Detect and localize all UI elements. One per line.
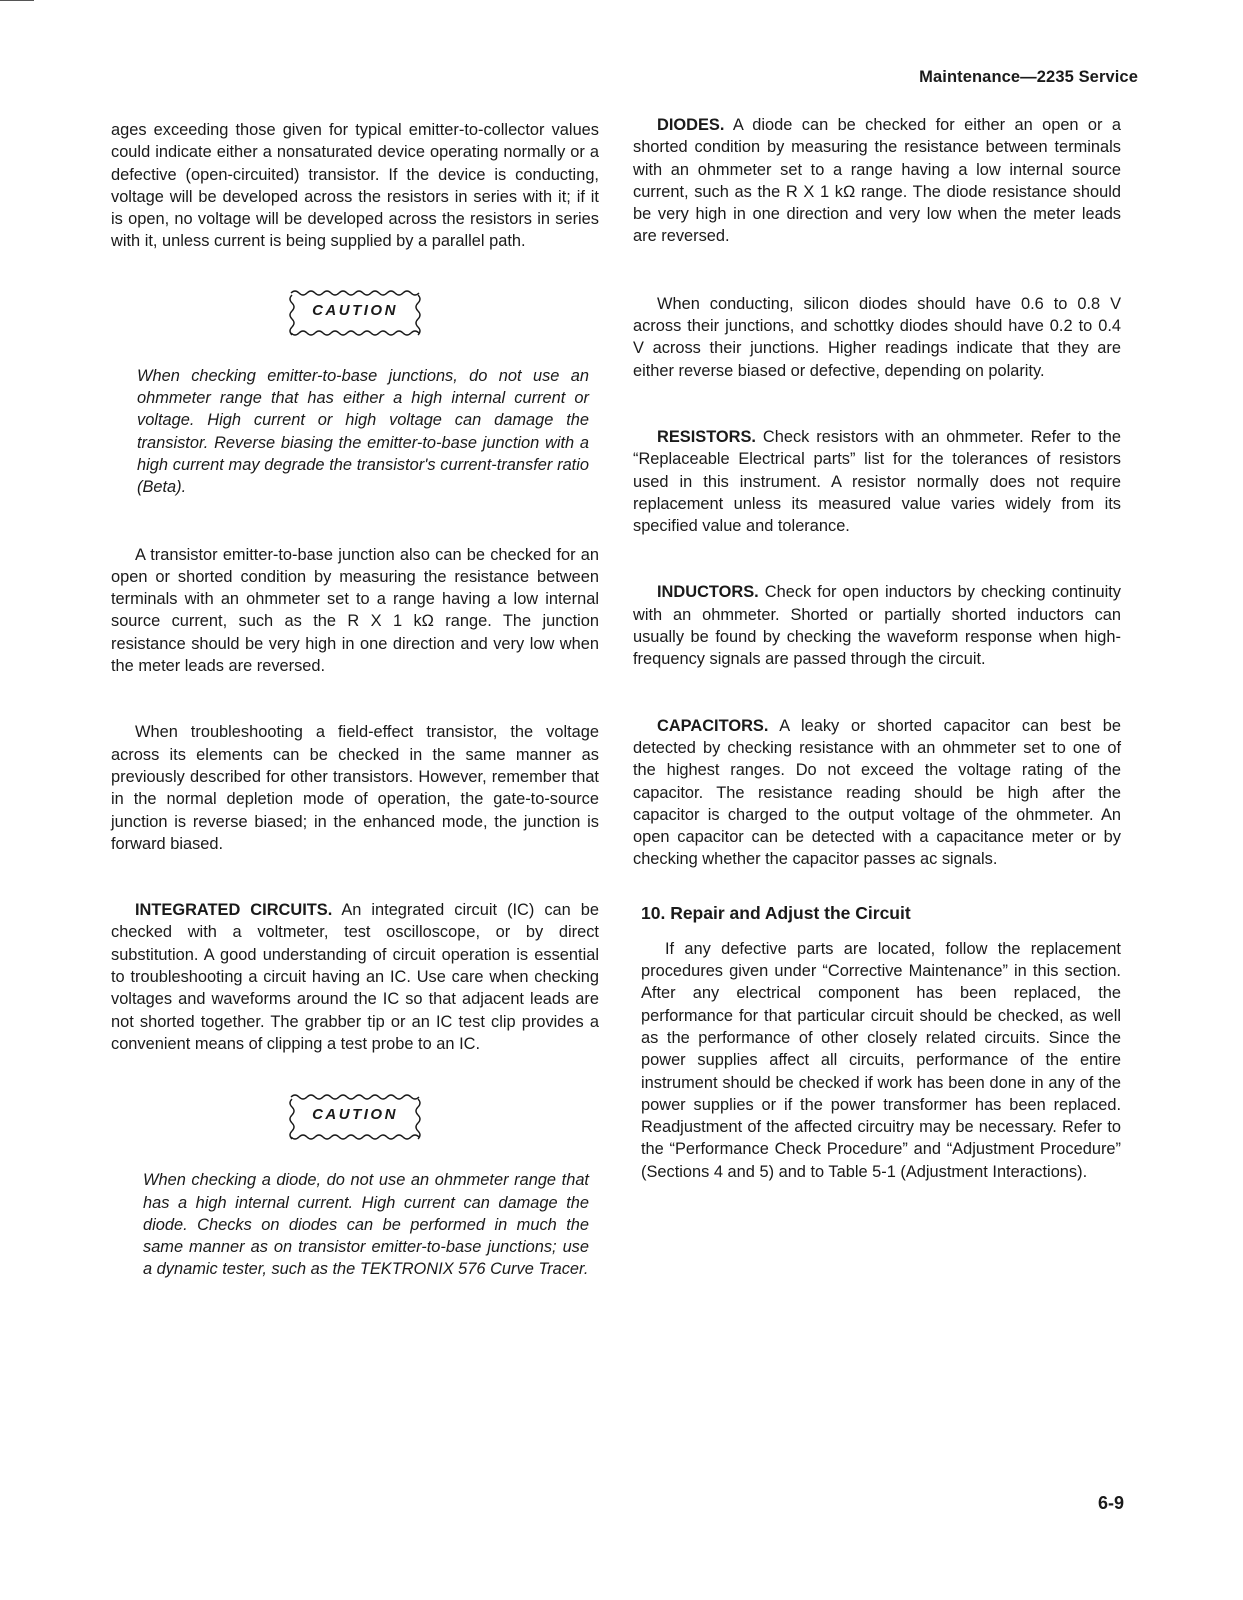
caution-label: CAUTION xyxy=(312,1106,398,1124)
paragraph-conducting: When conducting, silicon diodes should have 0.6 to 0.8 V across their junctions, and schottky diodes should have 0.2 to 0.4 V across their junctions. Higher readings indicate that they are either reverse biased or defective, depending on polarity. xyxy=(633,294,1121,380)
right-column xyxy=(633,114,1121,1183)
left-column xyxy=(111,119,599,1281)
body-capacitors: A leaky or shorted capacitor can best be detected by checking resistance with an ohmmeter set to one of the highest ranges. Do not exceed the voltage rating of the capacitor. The resistance reading should be high after the capacitor is charged to the output voltage of the ohmmeter. An open capacitor can be detected with a capacitance meter or by checking whether the capacitor passes ac signals. xyxy=(633,716,1121,869)
body-inductors: Check for open inductors by checking continuity with an ohmmeter. Shorted or partially shorted inductors can usually be found by checking the waveform response when high-frequency signals are passed through the circuit. xyxy=(633,583,1121,669)
caution-text-diode: When checking a diode, do not use an ohmmeter range that has a high internal current. High current can damage the diode. Checks on diodes can be performed in much the same manner as on transistor emitter-to-base junctions; use a dynamic tester, such as the TEKTRONIX 576 Curve Tracer. xyxy=(143,1171,589,1279)
caution-label: CAUTION xyxy=(312,301,398,319)
paragraph-integrated-circuits xyxy=(111,899,599,1055)
caution-frame xyxy=(287,287,423,339)
paragraph-diodes xyxy=(633,114,1121,248)
paragraph-field-effect: When troubleshooting a field-effect transistor, the voltage across its elements can be checked in the same manner as previously described for other transistors. However, remember that in the normal depletion mode of operation, the gate-to-source junction is reverse biased; in the enhanced mode, the junction is forward biased. xyxy=(111,723,599,853)
paragraph-resistors xyxy=(633,426,1121,537)
paragraph-emitter-base-check: A transistor emitter-to-base junction also can be checked for an open or shorted condition by measuring the resistance between terminals with an ohmmeter set to a range having a low internal source current, such as the R X 1 kΩ range. The junction resistance should be very high in one direction and very low when the meter leads are reversed. xyxy=(111,545,599,676)
paragraph-capacitors xyxy=(633,715,1121,871)
caution-frame xyxy=(287,1091,423,1143)
heading-integrated-circuits: INTEGRATED CIRCUITS. xyxy=(135,901,333,920)
page-number: 6-9 xyxy=(1097,1493,1124,1513)
section-heading-repair: 10. Repair and Adjust the Circuit xyxy=(641,902,911,923)
paragraph-repair: If any defective parts are located, follow the replacement procedures given under “Corrective Maintenance” in this section. After any electrical component has been replaced, the performance for that particular circuit should be checked, as well as the performance of other closely related circuits. Since the power supplies affect all circuits, performance of the entire instrument should be checked if work has been done in any of the power supplies or if the power transformer has been replaced. Readjustment of the affected circuitry may be necessary. Refer to the “Performance Check Procedure” and “Adjustment Procedure” (Sections 4 and 5) and to Table 5-1 (Adjustment Interactions). xyxy=(641,939,1121,1181)
scan-edge-mark xyxy=(0,0,34,1)
caution-text-emitter-base: When checking emitter-to-base junctions, do not use an ohmmeter range that has either a high internal current or voltage. High current or high voltage can damage the transistor. Reverse biasing the emitter-to-base junction with a high current may degrade the transistor's current-transfer ratio (Beta). xyxy=(137,366,589,497)
heading-resistors: RESISTORS. xyxy=(657,427,756,446)
body-resistors: Check resistors with an ohmmeter. Refer to the “Replaceable Electrical parts” list for the tolerances of resistors used in this instrument. A resistor normally does not require replacement unless its measured value varies widely from its specified value and tolerance. xyxy=(633,427,1121,536)
body-integrated-circuits: An integrated circuit (IC) can be checked with a voltmeter, test oscilloscope, or by direct substitution. A good understanding of circuit operation is essential to troubleshooting a circuit having an IC. Use care when checking voltages and waveforms around the IC so that adjacent leads are not shorted together. The grabber tip or an IC test clip provides a convenient means of clipping a test probe to an IC. xyxy=(111,901,599,1053)
running-header: Maintenance—2235 Service xyxy=(919,68,1138,86)
caution-banner-2 xyxy=(111,1091,599,1143)
heading-diodes: DIODES. xyxy=(657,116,725,134)
paragraph-inductors xyxy=(633,581,1121,670)
heading-capacitors: CAPACITORS. xyxy=(657,716,769,735)
body-diodes: A diode can be checked for either an open or a shorted condition by measuring the resistance between terminals with an ohmmeter set to a range having a low internal source current, such as the R X 1 kΩ range. The diode resistance should be very high in one direction and very low when the meter leads are reversed. xyxy=(633,116,1121,246)
heading-inductors: INDUCTORS. xyxy=(657,583,759,602)
paragraph-emitter-collector: ages exceeding those given for typical emitter-to-collector values could indicate either a nonsaturated device operating normally or a defective (open-circuited) transistor. If the device is conducting, voltage will be developed across the resistors in series with it; if it is open, no voltage will be developed across the resistors in series with it, unless current is being supplied by a parallel path. xyxy=(111,121,599,251)
caution-banner-1 xyxy=(111,287,599,339)
